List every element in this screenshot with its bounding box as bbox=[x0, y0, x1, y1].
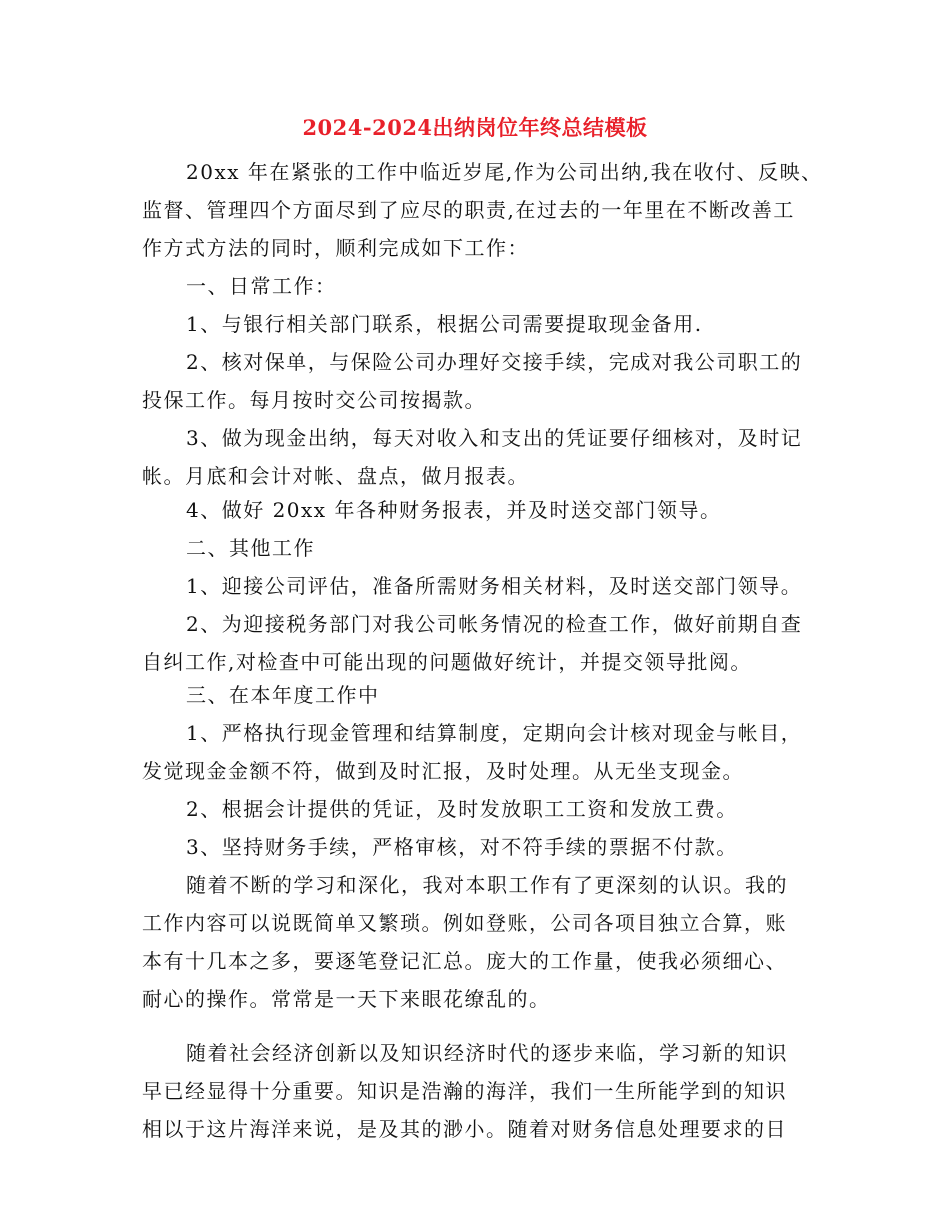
paragraph-line: 早已经显得十分重要。知识是浩瀚的海洋，我们一生所能学到的知识 bbox=[142, 1079, 787, 1103]
section-heading: 三、在本年度工作中 bbox=[186, 683, 380, 707]
paragraph-line: 自纠工作,对检查中可能出现的问题做好统计，并提交领导批阅。 bbox=[142, 650, 752, 674]
paragraph-line: 本有十几本之多，要逐笔登记汇总。庞大的工作量，使我必须细心、 bbox=[142, 949, 787, 973]
paragraph-line: 1、迎接公司评估，准备所需财务相关材料，及时送交部门领导。 bbox=[186, 574, 803, 598]
paragraph-line: 1、与银行相关部门联系，根据公司需要提取现金备用. bbox=[186, 312, 703, 336]
paragraph-line: 3、做为现金出纳，每天对收入和支出的凭证要仔细核对，及时记 bbox=[186, 426, 803, 450]
paragraph-line: 4、做好 20xx 年各种财务报表，并及时送交部门领导。 bbox=[186, 498, 722, 522]
paragraph-line: 2、为迎接税务部门对我公司帐务情况的检查工作，做好前期自查 bbox=[186, 612, 803, 636]
paragraph-line: 1、严格执行现金管理和结算制度，定期向会计核对现金与帐目， bbox=[186, 721, 803, 745]
paragraph-line: 投保工作。每月按时交公司按揭款。 bbox=[142, 388, 486, 412]
document-title: 2024-2024出纳岗位年终总结模板 bbox=[302, 115, 648, 140]
paragraph-line: 帐。月底和会计对帐、盘点，做月报表。 bbox=[142, 464, 529, 488]
paragraph-line: 耐心的操作。常常是一天下来眼花缭乱的。 bbox=[142, 987, 551, 1011]
paragraph-line: 相以于这片海洋来说，是及其的渺小。随着对财务信息处理要求的日 bbox=[142, 1117, 787, 1141]
paragraph-line: 工作内容可以说既简单又繁琐。例如登账，公司各项目独立合算，账 bbox=[142, 911, 787, 935]
section-heading: 二、其他工作 bbox=[186, 536, 315, 560]
section-heading: 一、日常工作： bbox=[186, 274, 337, 298]
paragraph-line: 3、坚持财务手续，严格审核，对不符手续的票据不付款。 bbox=[186, 835, 738, 859]
paragraph-line: 2、根据会计提供的凭证，及时发放职工工资和发放工费。 bbox=[186, 797, 738, 821]
paragraph-line: 20xx 年在紧张的工作中临近岁尾,作为公司出纳,我在收付、反映、 bbox=[186, 160, 823, 184]
paragraph-line: 随着社会经济创新以及知识经济时代的逐步来临，学习新的知识 bbox=[186, 1041, 788, 1065]
paragraph-line: 发觉现金金额不符，做到及时汇报，及时处理。从无坐支现金。 bbox=[142, 759, 744, 783]
paragraph-line: 作方式方法的同时，顺利完成如下工作： bbox=[142, 236, 529, 260]
paragraph-line: 随着不断的学习和深化，我对本职工作有了更深刻的认识。我的 bbox=[186, 873, 788, 897]
paragraph-line: 监督、管理四个方面尽到了应尽的职责,在过去的一年里在不断改善工 bbox=[142, 198, 795, 222]
paragraph-line: 2、核对保单，与保险公司办理好交接手续，完成对我公司职工的 bbox=[186, 350, 803, 374]
